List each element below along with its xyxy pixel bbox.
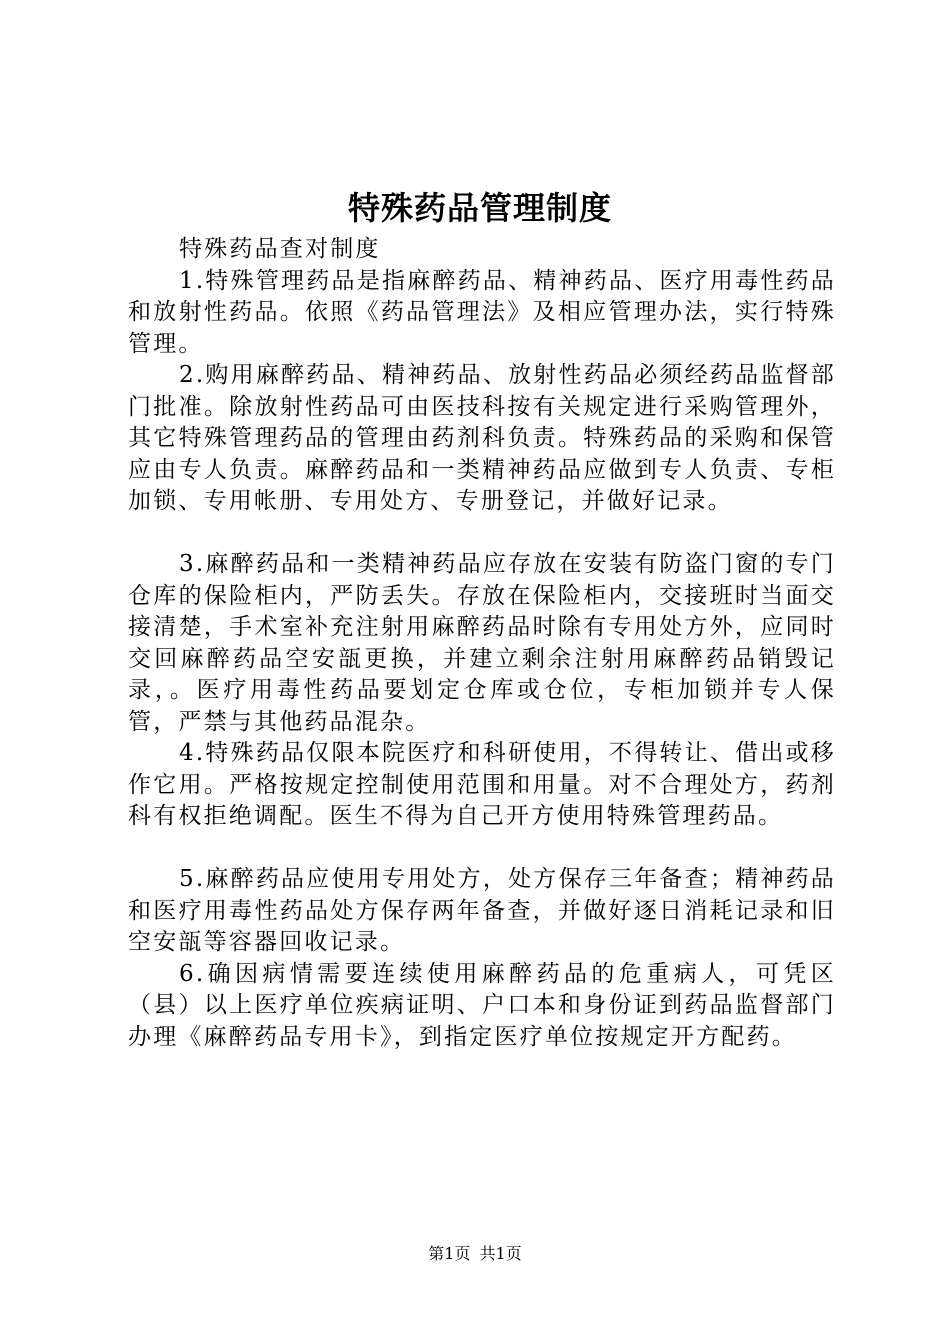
page-number: 第1页 [428, 1244, 471, 1263]
paragraph-4: 4.特殊药品仅限本院医疗和科研使用，不得转让、借出或移作它用。严格按规定控制使用范围和用量。对不合理处方，药剂科有权拒绝调配。医生不得为自己开方使用特殊管理药品。 [128, 740, 836, 829]
document-body [128, 234, 836, 1053]
subtitle-paragraph: 特殊药品查对制度 [179, 236, 381, 262]
page-total: 共1页 [479, 1244, 522, 1263]
paragraph-6: 6.确因病情需要连续使用麻醉药品的危重病人，可凭区（县）以上医疗单位疾病证明、户口本和身份证到药品监督部门办理《麻醉药品专用卡》，到指定医疗单位按规定开方配药。 [128, 960, 836, 1050]
document-title: 特殊药品管理制度 [347, 189, 612, 227]
paragraph-1: 1.特殊管理药品是指麻醉药品、精神药品、医疗用毒性药品和放射性药品。依照《药品管理法》及相应管理办法，实行特殊管理。 [128, 267, 836, 357]
paragraph-3: 3.麻醉药品和一类精神药品应存放在安装有防盗门窗的专门仓库的保险柜内，严防丢失。存放在保险柜内，交接班时当面交接清楚，手术室补充注射用麻醉药品时除有专用处方外，应同时交回麻醉药品空安瓿更换，并建立剩余注射用麻醉药品销毁记录，。医疗用毒性药品要划定仓库或仓位，专柜加锁并专人保管，严禁与其他药品混杂。 [128, 551, 836, 735]
paragraph-2: 2.购用麻醉药品、精神药品、放射性药品必须经药品监督部门批准。除放射性药品可由医技科按有关规定进行采购管理外，其它特殊管理药品的管理由药剂科负责。特殊药品的采购和保管应由专人负责。麻醉药品和一类精神药品应做到专人负责、专柜加锁、专用帐册、专用处方、专册登记，并做好记录。 [128, 362, 836, 514]
paragraph-5: 5.麻醉药品应使用专用处方，处方保存三年备查；精神药品和医疗用毒性药品处方保存两年备查，并做好逐日消耗记录和旧空安瓿等容器回收记录。 [128, 866, 836, 955]
page-footer [0, 1243, 950, 1265]
